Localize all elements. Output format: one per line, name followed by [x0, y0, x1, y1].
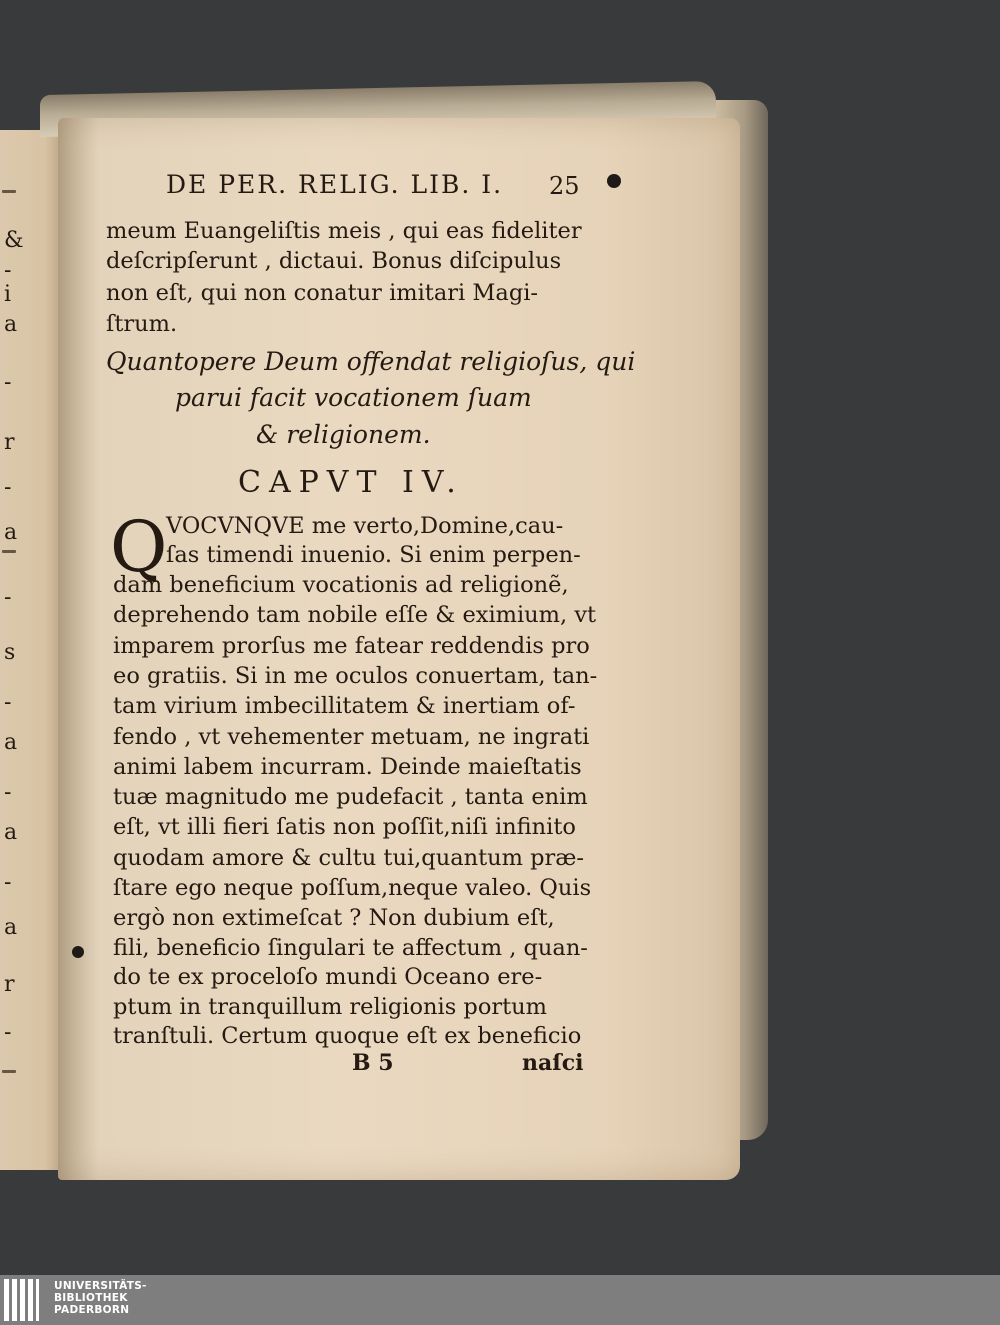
chapter-line: ſtare ego neque poſſum,neque valeo. Quis [113, 875, 592, 901]
left-fragment: a [4, 915, 18, 940]
chapter-line: eo gratiis. Si in me oculos conuertam, tan- [113, 663, 598, 689]
chapter-title: CAPVT IV. [238, 465, 464, 500]
body-line: deſcripſerunt , dictaui. Bonus diſcipulus [106, 248, 562, 274]
left-fragment: & [4, 228, 24, 253]
binding-hole [72, 946, 84, 958]
library-name-line: UNIVERSITÄTS- [54, 1280, 147, 1292]
chapter-line: imparem prorſus me fatear reddendis pro [113, 633, 590, 659]
left-fragment: s [4, 640, 16, 665]
chapter-line: eſt, vt illi fieri ſatis non poſſit,niſi infinito [113, 814, 576, 840]
chapter-line: dam beneficium vocationis ad religionẽ, [113, 572, 569, 598]
left-print-mark [2, 1070, 16, 1073]
library-logo-icon [4, 1279, 46, 1321]
chapter-line: do te ex proceloſo mundi Oceano ere- [113, 964, 543, 990]
chapter-line: ſas timendi inuenio. Si enim perpen- [166, 542, 581, 568]
chapter-line: ptum in tranquillum religionis portum [113, 994, 547, 1020]
left-fragment: a [4, 520, 18, 545]
left-fragment: - [4, 780, 12, 805]
left-fragment: - [4, 585, 12, 610]
chapter-line: animi labem incurram. Deinde maieſtatis [113, 754, 582, 780]
left-fragment: a [4, 312, 18, 337]
left-fragment: - [4, 1020, 12, 1045]
drop-cap: Q [110, 506, 168, 588]
catchword: naſci [522, 1050, 584, 1076]
left-page-edge [0, 130, 64, 1170]
left-print-mark [2, 550, 16, 553]
left-fragment: a [4, 730, 18, 755]
binding-hole [607, 174, 621, 188]
left-fragment: - [4, 475, 12, 500]
chapter-line: deprehendo tam nobile eſſe & eximium, vt [113, 602, 597, 628]
chapter-line: tam virium imbecillitatem & inertiam of- [113, 693, 576, 719]
body-line: non eſt, qui non conatur imitari Magi- [106, 280, 539, 306]
chapter-line: fili, beneficio ſingulari te affectum , quan- [113, 935, 588, 961]
body-line: ſtrum. [106, 311, 178, 337]
left-fragment: - [4, 370, 12, 395]
chapter-heading-line: parui facit vocationem ſuam [175, 383, 532, 412]
library-name-line: BIBLIOTHEK [54, 1292, 128, 1304]
chapter-heading-line: & religionem. [256, 420, 431, 449]
left-fragment: i [4, 282, 12, 307]
left-fragment: - [4, 870, 12, 895]
left-print-mark [2, 190, 16, 193]
left-fragment: r [4, 972, 15, 997]
library-name-line: PADERBORN [54, 1304, 130, 1316]
page-number: 25 [549, 172, 580, 200]
chapter-line: VOCVNQVE me verto,Domine,cau- [166, 513, 564, 539]
running-head: DE PER. RELIG. LIB. I. [166, 170, 504, 199]
signature-mark: B 5 [352, 1050, 394, 1076]
left-fragment: - [4, 258, 12, 283]
left-fragment: r [4, 430, 15, 455]
chapter-line: quodam amore & cultu tui,quantum præ- [113, 845, 585, 871]
chapter-line: tranſtuli. Certum quoque eſt ex beneficio [113, 1023, 582, 1049]
body-line: meum Euangeliſtis meis , qui eas fideliter [106, 218, 582, 244]
left-fragment: - [4, 690, 12, 715]
chapter-line: tuæ magnitudo me pudefacit , tanta enim [113, 784, 588, 810]
chapter-line: ergò non extimeſcat ? Non dubium eſt, [113, 905, 555, 931]
chapter-heading-line: Quantopere Deum offendat religioſus, qui [106, 347, 636, 376]
library-logo-bar [0, 1275, 1000, 1325]
left-fragment: a [4, 820, 18, 845]
chapter-line: fendo , vt vehementer metuam, ne ingrati [113, 724, 590, 750]
